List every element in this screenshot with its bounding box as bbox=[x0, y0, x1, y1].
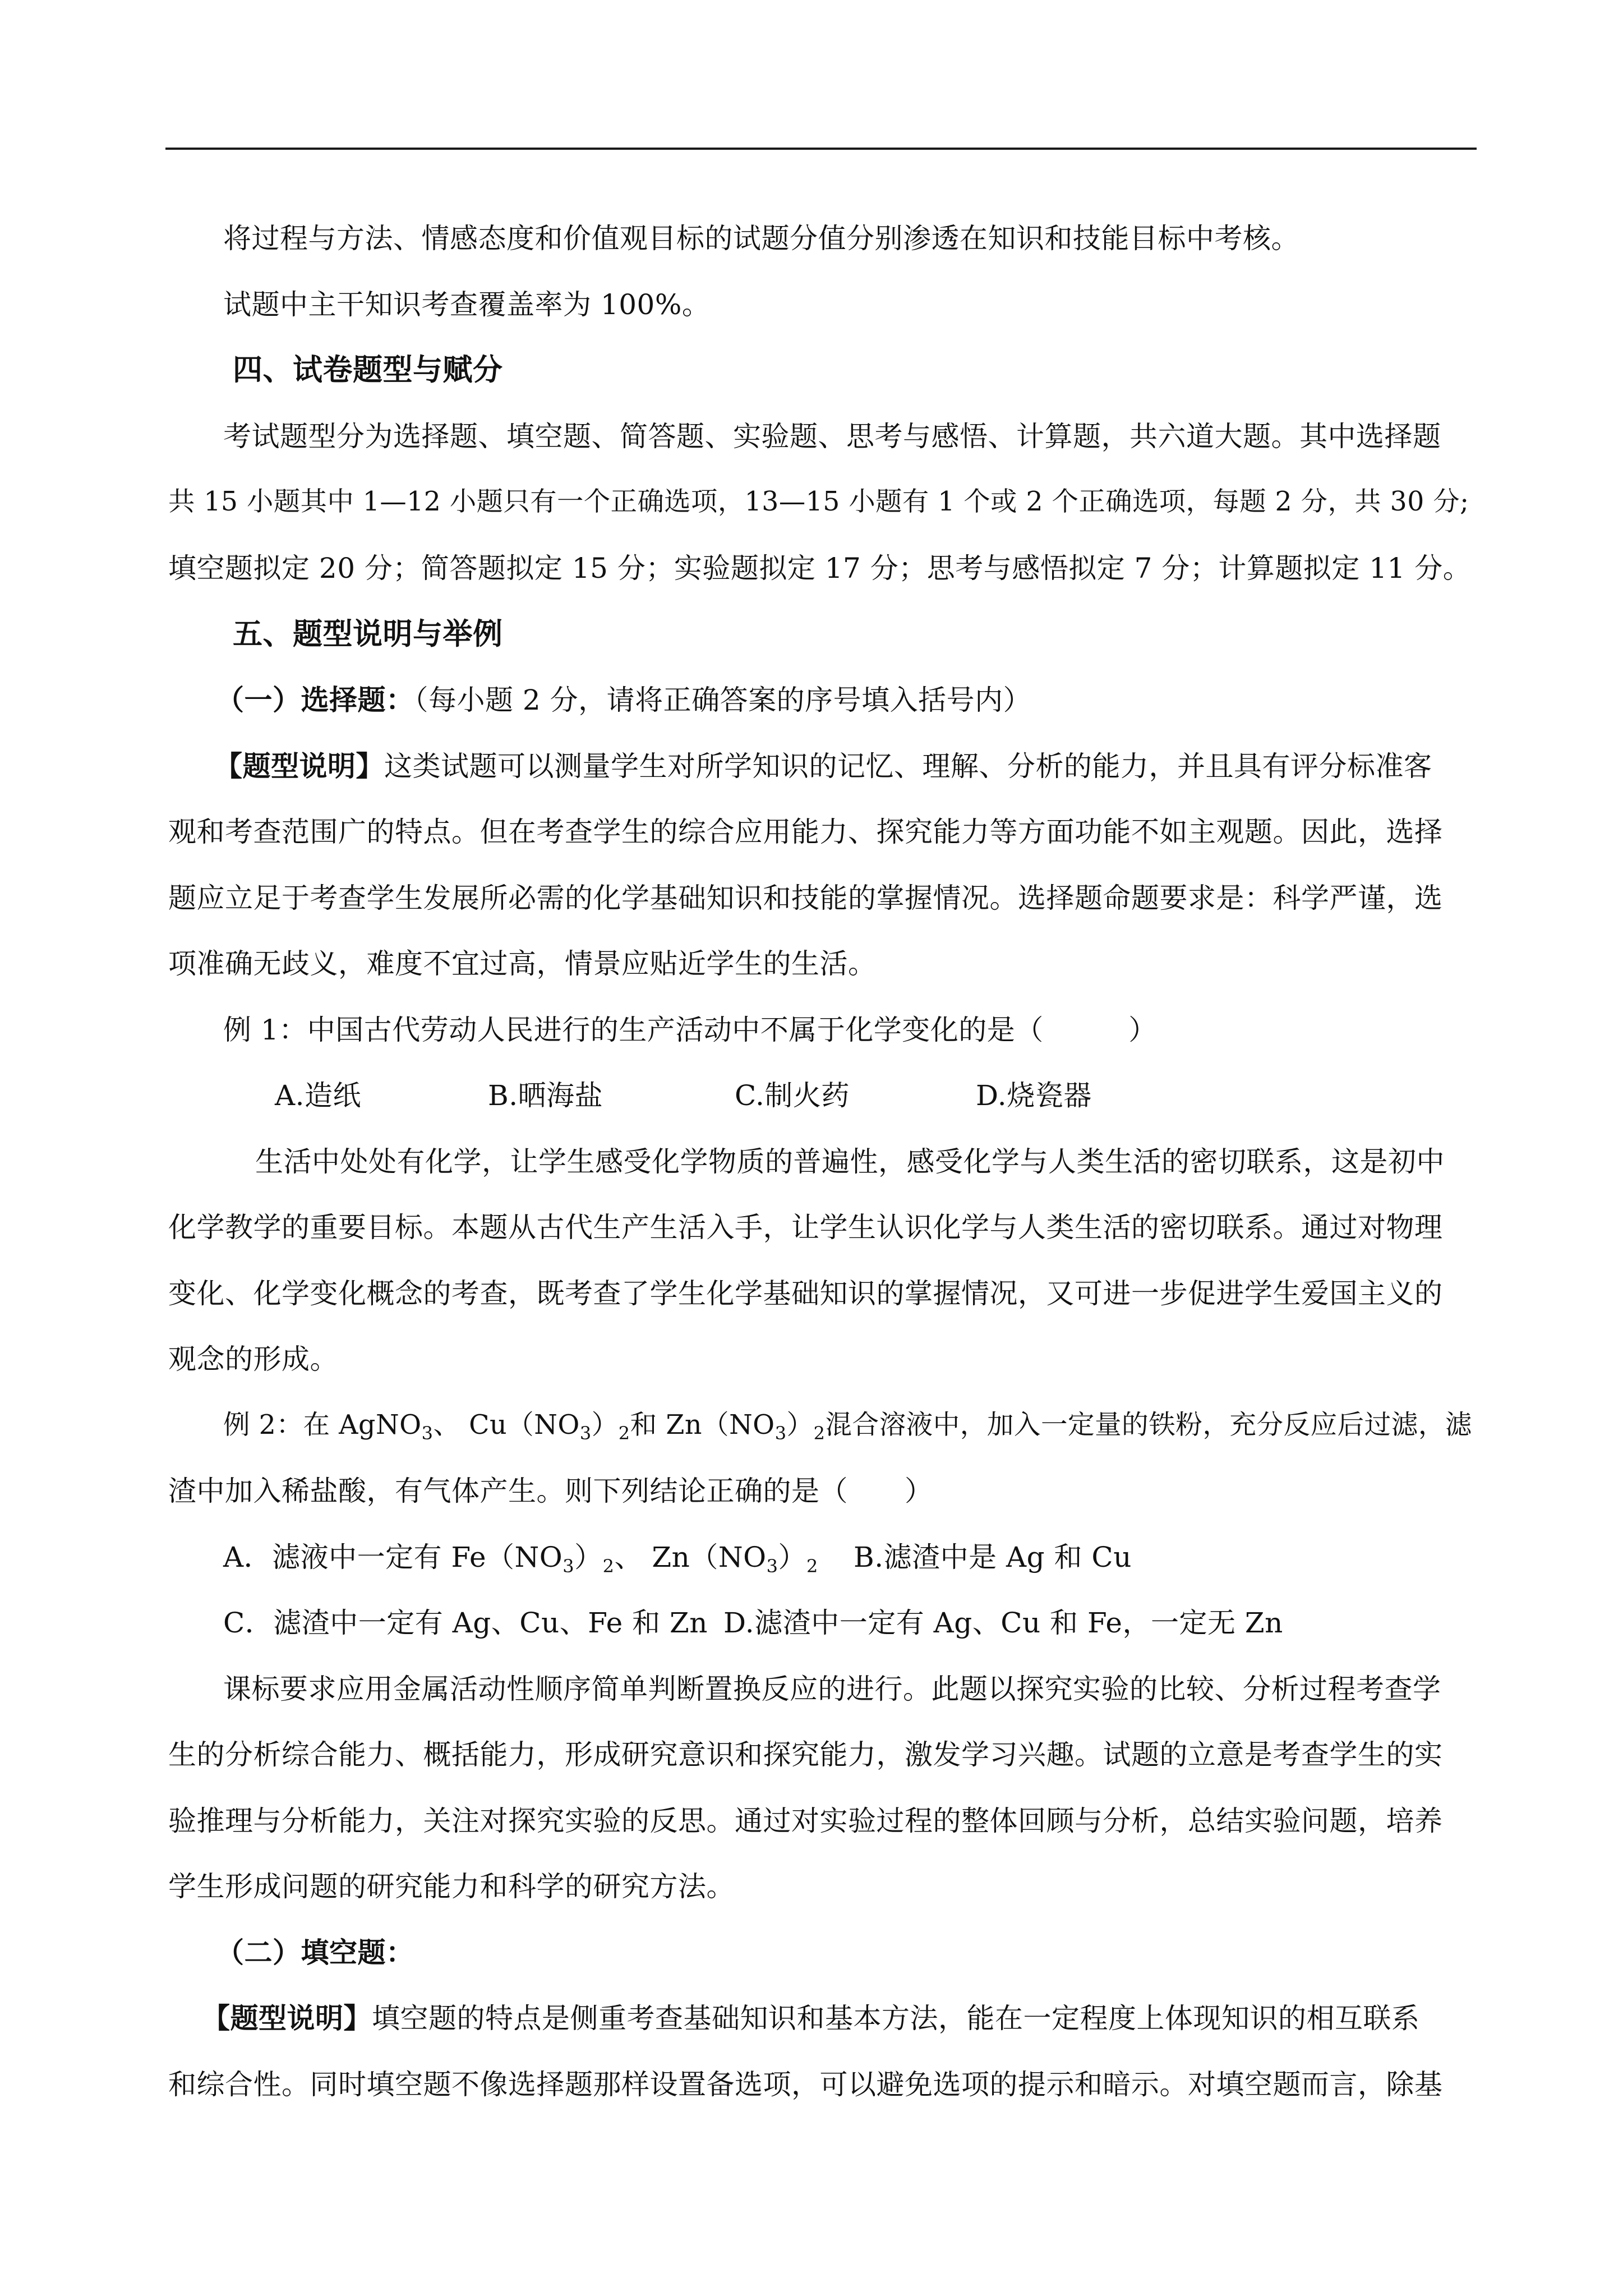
paragraph-line: 共 15 小题其中 1—12 小题只有一个正确选项，13—15 小题有 1 个或 2 个正确选项，每题 2 分，共 30 分; bbox=[168, 486, 1469, 517]
section-heading: 四、试卷题型与赋分 bbox=[233, 353, 503, 387]
example-option: A.造纸 bbox=[275, 1079, 362, 1112]
paragraph-line: 项准确无歧义，难度不宜过高，情景应贴近学生的生活。 bbox=[168, 947, 877, 980]
type-description-label: 【题型说明】 bbox=[214, 750, 384, 783]
example-option: B.滤渣中是 Ag 和 Cu bbox=[854, 1541, 1132, 1573]
paragraph-line: 学生形成问题的研究能力和科学的研究方法。 bbox=[168, 1870, 735, 1903]
example-option: A．滤液中一定有 $Fe(NO_3)_2$、 $Zn(NO_3)_2$ bbox=[223, 1541, 818, 1577]
paragraph-line: 将过程与方法、情感态度和价值观目标的试题分值分别渗透在知识和技能目标中考核。 bbox=[223, 222, 1299, 255]
type-description-label: 【题型说明】 bbox=[202, 2002, 372, 2035]
paragraph-line: 验推理与分析能力，关注对探究实验的反思。通过对实验过程的整体回顾与分析，总结实验问题，培养 bbox=[168, 1805, 1443, 1837]
paragraph-line: 考试题型分为选择题、填空题、简答题、实验题、思考与感悟、计算题，共六道大题。其中选择题 bbox=[223, 420, 1441, 453]
paragraph-line: 变化、化学变化概念的考查，既考查了学生化学基础知识的掌握情况，又可进一步促进学生爱国主义的 bbox=[168, 1277, 1443, 1310]
paragraph-line: 观念的形成。 bbox=[168, 1343, 338, 1375]
subsection-title: （一）选择题： bbox=[216, 684, 414, 716]
example-option: D.滤渣中一定有 Ag、Cu 和 Fe，一定无 Zn bbox=[723, 1607, 1283, 1639]
subsection-heading: （二）填空题： bbox=[216, 1936, 414, 1969]
example-option: C.制火药 bbox=[735, 1079, 850, 1112]
header-rule bbox=[165, 148, 1477, 150]
paragraph-line: 【题型说明】填空题的特点是侧重考查基础知识和基本方法，能在一定程度上体现知识的相互联系 bbox=[202, 2002, 1420, 2035]
subsection-heading bbox=[216, 683, 1031, 717]
paragraph-line: 化学教学的重要目标。本题从古代生产生活入手，让学生认识化学与人类生活的密切联系。通过对物理 bbox=[168, 1211, 1443, 1244]
paragraph-line: 和综合性。同时填空题不像选择题那样设置备选项，可以避免选项的提示和暗示。对填空题而言，除基 bbox=[168, 2068, 1443, 2101]
section-heading: 五、题型说明与举例 bbox=[233, 617, 503, 651]
paragraph-line: 观和考查范围广的特点。但在考查学生的综合应用能力、探究能力等方面功能不如主观题。因此，选择 bbox=[168, 816, 1443, 848]
paragraph-line: 题应立足于考查学生发展所必需的化学基础知识和技能的掌握情况。选择题命题要求是：科学严谨，选 bbox=[168, 882, 1443, 914]
paragraph-line: 生的分析综合能力、概括能力，形成研究意识和探究能力，激发学习兴趣。试题的立意是考查学生的实 bbox=[168, 1738, 1443, 1771]
subsection-note: （每小题 2 分，请将正确答案的序号填入括号内） bbox=[414, 684, 1032, 716]
example-question: 例 2：在 AgNO$_3$、 $Cu(NO_3)_2$和 $Zn(NO_3)_2$混合溶液中，加入一定量的铁粉，充分反应后过滤，滤 bbox=[223, 1410, 1472, 1444]
example-option: B.晒海盐 bbox=[488, 1079, 603, 1112]
paragraph-line: 试题中主干知识考查覆盖率为 100%。 bbox=[223, 288, 711, 321]
example-option: D.烧瓷器 bbox=[976, 1079, 1092, 1112]
example-question: 渣中加入稀盐酸，有气体产生。则下列结论正确的是（ ） bbox=[168, 1475, 933, 1507]
paragraph-line: 生活中处处有化学，让学生感受化学物质的普遍性，感受化学与人类生活的密切联系，这是初中 bbox=[255, 1145, 1445, 1178]
example-question: 例 1：中国古代劳动人民进行的生产活动中不属于化学变化的是（ ） bbox=[223, 1014, 1157, 1046]
paragraph-line: 填空题拟定 20 分；简答题拟定 15 分；实验题拟定 17 分；思考与感悟拟定 7 分；计算题拟定 11 分。 bbox=[168, 552, 1472, 585]
paragraph-line: 课标要求应用金属活动性顺序简单判断置换反应的进行。此题以探究实验的比较、分析过程考查学 bbox=[223, 1673, 1441, 1705]
example-option: C．滤渣中一定有 Ag、Cu、Fe 和 Zn bbox=[223, 1607, 708, 1639]
paragraph-line: 【题型说明】这类试题可以测量学生对所学知识的记忆、理解、分析的能力，并且具有评分标准客 bbox=[214, 750, 1432, 783]
